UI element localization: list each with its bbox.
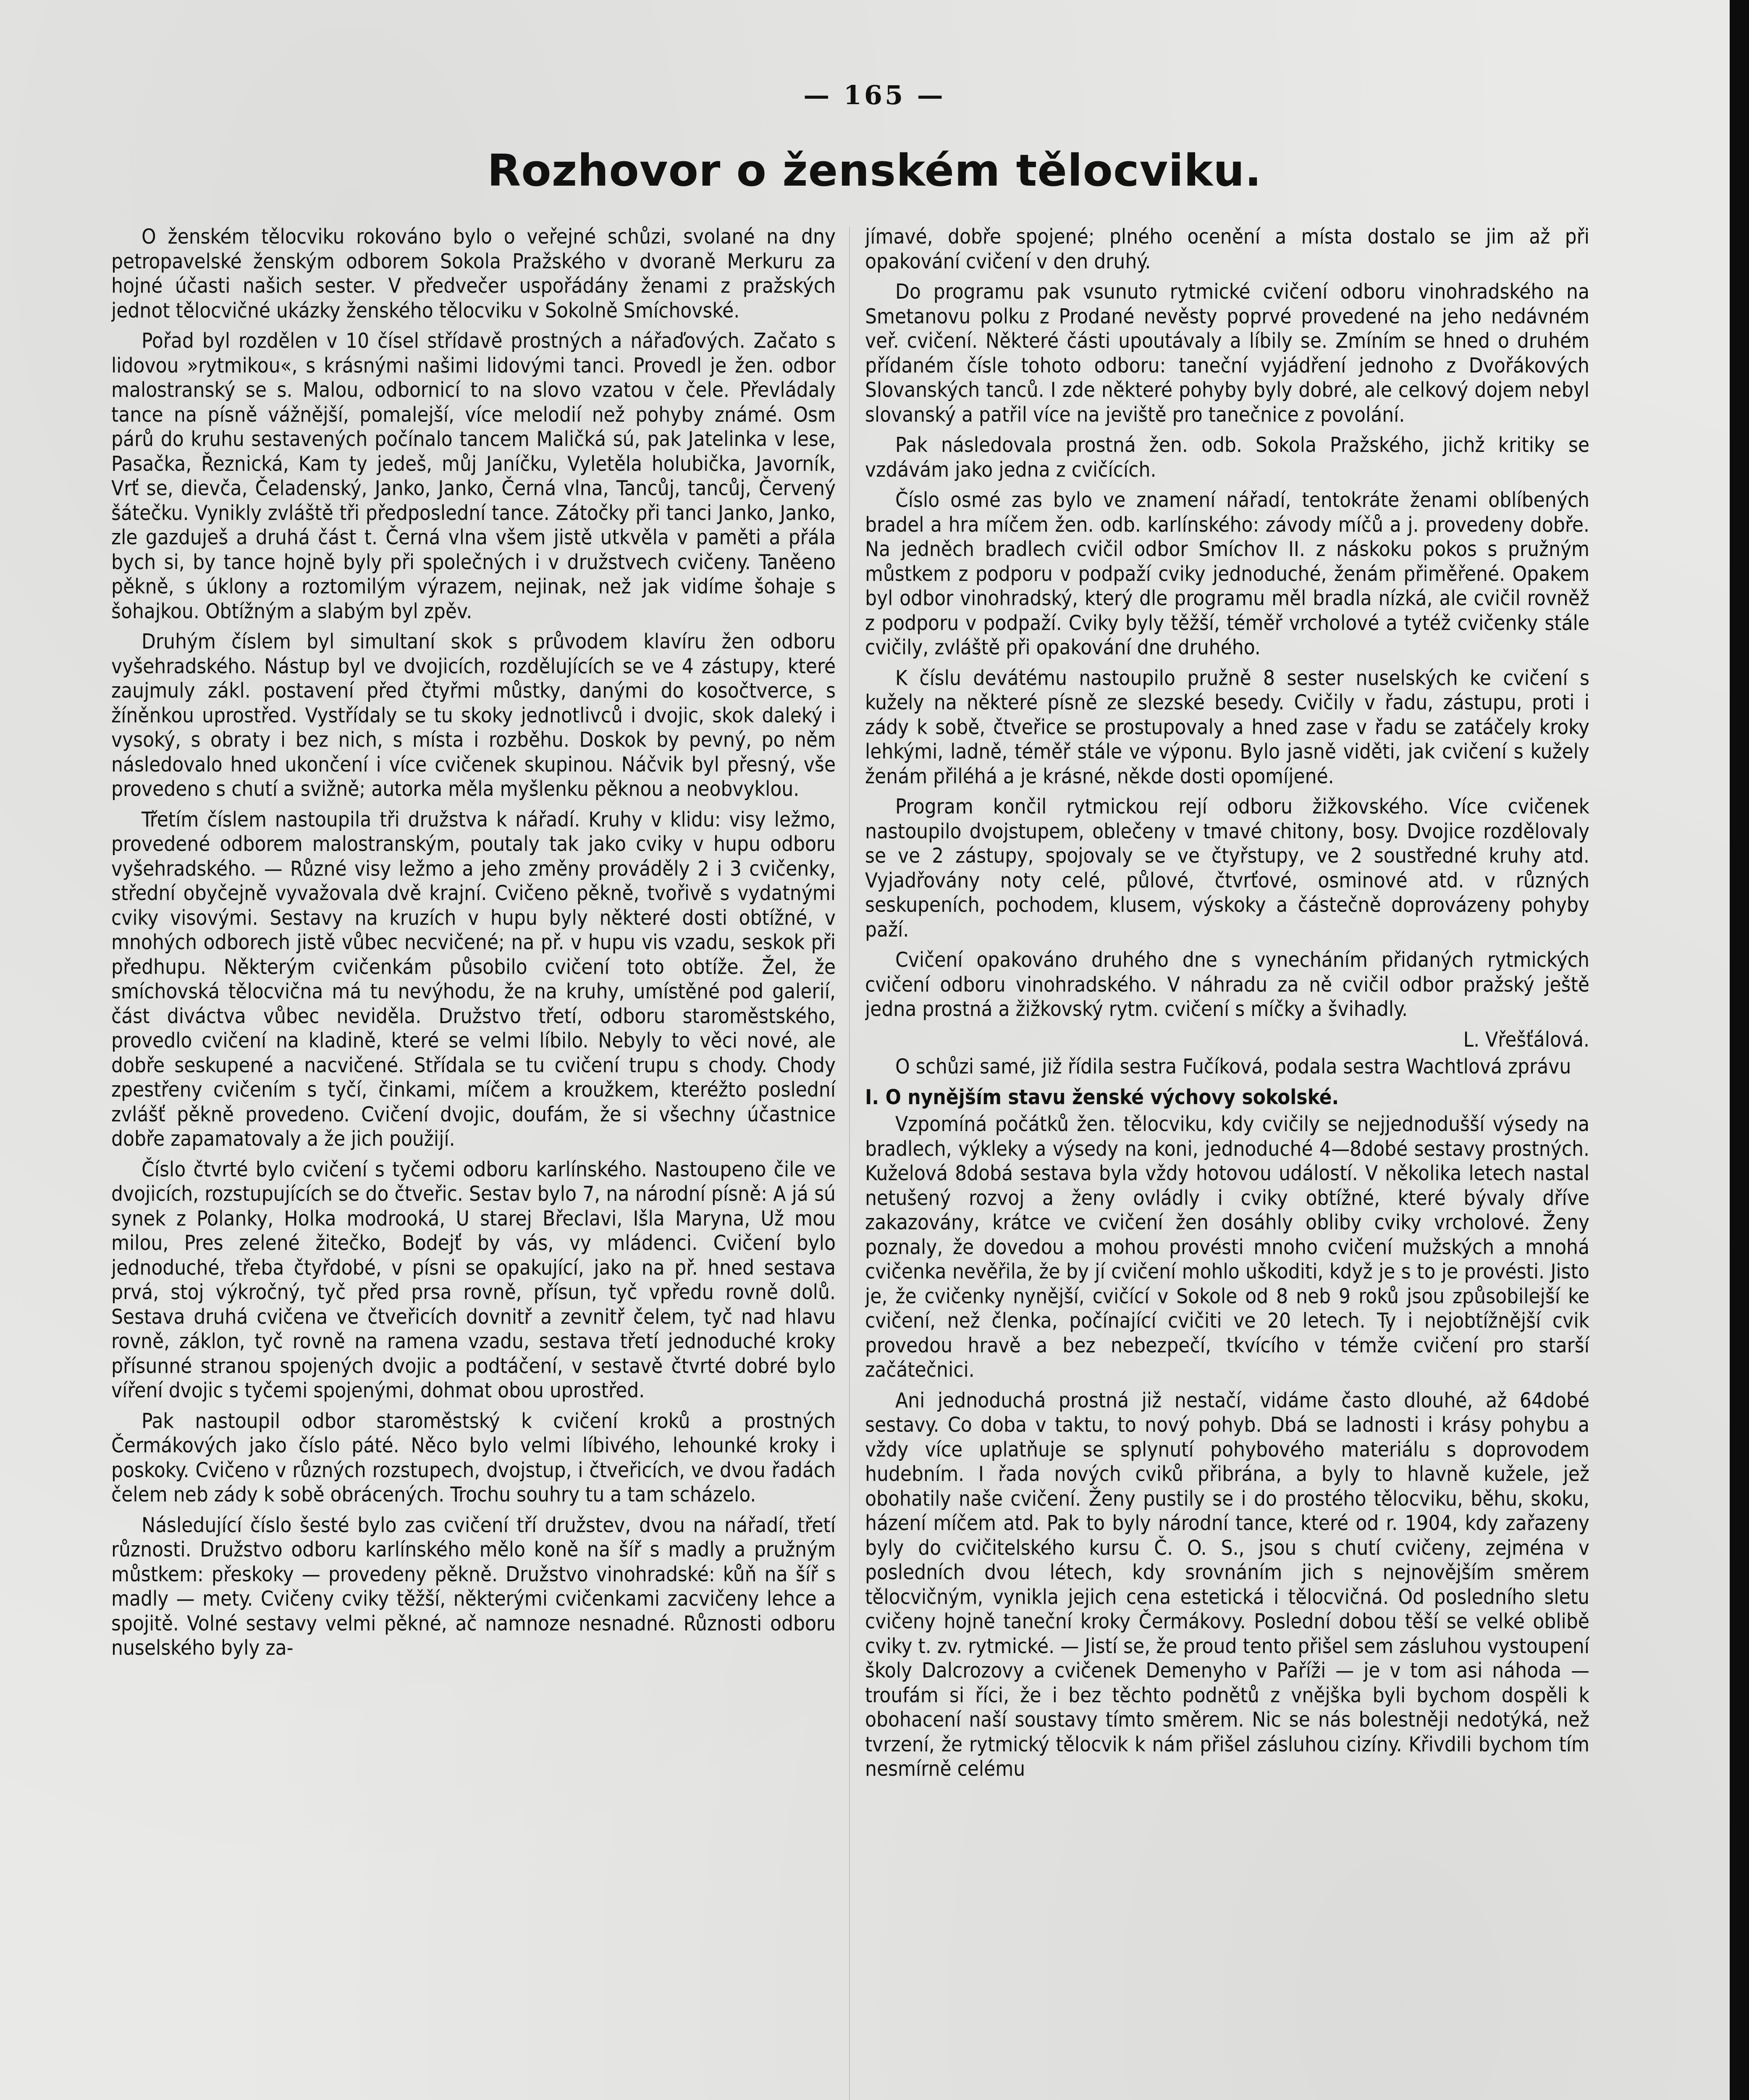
section-heading: I. O nynějším stavu ženské výchovy sokolské. bbox=[865, 1085, 1339, 1109]
author-signature: L. Vřešťálová. bbox=[1463, 1027, 1589, 1052]
column-gutter bbox=[849, 227, 850, 2100]
paragraph-meeting: O schůzi samé, již řídila sestra Fučíková, podala sestra Wachtlová zprávu bbox=[895, 1055, 1571, 1079]
paragraph-ninth-number-clubs: K číslu devátému nastoupilo pružně 8 sester nuselských ke cvičení s kužely na některé písně ze slezské besedy. Cvičily v řadu, zástupu, proti i zády k sobě, čtveřice se prostupovaly a hned zase v řadu se zatáčely kroky lehkými, ladně, téměř stále ve výponu. Bylo jasně viděti, jak cvičení s kužely ženám přiléhá a je krásné, někde dosti opomíjené. bbox=[865, 666, 1589, 788]
paragraph-repetition: Cvičení opakováno druhého dne s vynecháním přidaných rytmických cvičení odboru vinohradského. V náhradu za ně cvičil odbor pražský ještě jedna prostná a žižkovský rytm. cvičení s míčky a švihadly. bbox=[865, 948, 1589, 1021]
paragraph-continued: jímavé, dobře spojené; plného ocenění a místa dostalo se jim až při opakování cvičení v den druhý. bbox=[865, 225, 1589, 273]
paragraph-eighth-number-bars: Číslo osmé zas bylo ve znamení nářadí, tentokráte ženami oblíbených bradel a hra míčem žen. odb. karlínského: závody míčů a j. provedeny dobře. Na jedněch bradlech cvičil odbor Smíchov II. z náskoku pokos s pružným můstkem z podporu v podpaží cviky jednoduché, ženám přiměřené. Opakem byl odbor vinohradský, který dle programu měl bradla nízká, ale cvičil rovněž z podporu v podpaží. Cviky byly těžší, téměř vrcholové a tytéž cvičenky stále cvičily, zvláště při opakování dne druhého. bbox=[865, 488, 1589, 659]
paragraph-fifth-number-steps: Pak nastoupil odbor staroměstský k cvičení kroků a prostných Čermákových jako číslo páté. Něco bylo velmi líbivého, lehounké kroky i poskoky. Cvičeno v různých rozstupech, dvojstup, i čtveřicích, ve dvou řadách čelem neb zády k sobě obrácených. Trochu souhry tu a tam scházelo. bbox=[111, 1409, 836, 1507]
paragraph-rhythmic-trends: Ani jednoduchá prostná již nestačí, vidáme často dlouhé, až 64dobé sestavy. Co doba v taktu, to nový pohyb. Dbá se ladnosti i krásy pohybu a vždy více uplatňuje se splynutí pohybového materiálu s doprovodem hudebním. I řada nových cviků přibrána, a byly to hlavně kužele, jež obohatily naše cvičení. Ženy pustily se i do prostého tělocviku, běhu, skoku, házení míčem atd. Pak to byly národní tance, které od r. 1904, kdy zařazeny byly do cvičitelského kursu Č. O. S., jsou s chutí cvičeny, zejména v posledních dvou létech, kdy srovnáním jich s nejnovějším směrem tělocvičným, vynikla jejich cena estetická i tělocvičná. Od posledního sletu cvičeny hojně taneční kroky Čermákovy. Poslední dobou těší se velké oblibě cviky t. zv. rytmické. — Jistí se, že proud tento přišel sem zásluhou vystoupení školy Dalcrozovy a cvičenek Demenyho v Paříži — je v tom asi náhoda — troufám si říci, že i bez těchto podnětů z vnějška byli bychom dospěli k obohacení naší soustavy tímto směrem. Nic se nás bolestněji nedotýká, než tvrzení, že rytmický tělocvik k nám přišel zásluhou cizíny. Křivdili bychom tím nesmírně celému bbox=[865, 1388, 1589, 1781]
paragraph-rhythmic-zizkov: Program končil rytmickou rejí odboru žižkovského. Více cvičenek nastoupilo dvojstupem, oblečeny v tmavé chitony, bosy. Dvojice rozdělovaly se ve 2 zástupy, spojovaly se ve čtyřstupy, ve 2 soustředné kruhy atd. Vyjadřovány noty celé, půlové, čtvrťové, osminové atd. v různých seskupeních, pochodem, klusem, výskoky a částečně doprovázeny pohyby paží. bbox=[865, 795, 1589, 942]
paragraph-second-number-jumps: Druhým číslem byl simultaní skok s průvodem klavíru žen odboru vyšehradského. Nástup byl ve dvojicích, rozdělujících se ve 4 zástupy, které zaujmuly zákl. postavení před čtyřmi můstky, danými do kosočtverce, s žíněnkou uprostřed. Vystřídaly se tu skoky jednotlivců i dvojic, skok daleký i vysoký, s obraty i bez nich, s místa i rozběhu. Doskok by pevný, po něm následovalo hned ukončení i více cvičenek skupinou. Náčvik byl přesný, vše provedeno s chutí a svižně; autorka měla myšlenku pěknou a neobvyklou. bbox=[111, 630, 836, 801]
right-column bbox=[865, 225, 1589, 2100]
paragraph-history: Vzpomíná počátků žen. tělocviku, kdy cvičily se nejjednodušší výsedy na bradlech, výkleky a výsedy na koni, jednoduché 4—8dobé sestavy prostných. Kuželová 8dobá sestava byla vždy hotovou událostí. V několika letech nastal netušený rozvoj a ženy ovládly i cviky obtížné, které bývaly dříve zakazovány, krátce ve cvičení žen dosáhly obliby cviky vrcholové. Ženy poznaly, že dovedou a mohou provésti mnoho cvičení mužských a mnohá cvičenka nevěřila, že by jí cvičení mohlo uškoditi, když je s to je provésti. Jisto je, že cvičenky nynější, cvičící v Sokole od 8 neb 9 roků jsou způsobilejší ke cvičení, než členka, počínající cvičiti ve 20 letech. Ty i nejobtížnější cvik provedou hravě a bez nebezpečí, tkvícího v témže cvičení pro starší začátečnici. bbox=[865, 1112, 1589, 1382]
paragraph-rhythmic-vinohrady: Do programu pak vsunuto rytmické cvičení odboru vinohradského na Smetanovu polku z Prodané nevěsty poprvé provedené na jeho nedávném veř. cvičení. Některé části upoutávaly a líbily se. Zmíním se hned o druhém přídaném čísle tohoto odboru: taneční vyjádření jednoho z Dvořákových Slovanských tanců. I zde některé pohyby byly dobré, ale celkový dojem nebyl slovanský a patřil více na jeviště pro tanečnice z povolání. bbox=[865, 280, 1589, 427]
article-title: Rozhovor o ženském tělocviku. bbox=[487, 145, 1262, 196]
paragraph-fourth-number-poles: Číslo čtvrté bylo cvičení s tyčemi odboru karlínského. Nastoupeno čile ve dvojicích, rozstupujících se do čtveřic. Sestav bylo 7, na národní písně: A já sú synek z Polanky, Holka modrooká, U starej Břeclavi, Išla Maryna, Už mou milou, Pres zelené žitečko, Bodejť by vás, vy mládenci. Cvičení bylo jednoduché, třeba čtyřdobé, v písni se opakující, jako na př. hned sestava prvá, stoj výkročný, tyč před prsa rovně, přísun, tyč vpředu rovně dolů. Sestava druhá cvičena ve čtveřicích dovnitř a zevnitř čelem, tyč nad hlavu rovně, záklon, tyč rovně na ramena vzadu, sestava třetí jednoduché kroky přísunné stranou spojených dvojic a podtáčení, v sestavě čtvrté dobré bylo víření dvojic s tyčemi spojenými, dohmat obou uprostřed. bbox=[111, 1157, 836, 1402]
paragraph-third-number-apparatus: Třetím číslem nastoupila tři družstva k nářadí. Kruhy v klidu: visy ležmo, provedené odborem malostranským, poutaly tak jako cviky v hupu odboru vyšehradského. — Různé visy ležmo a jeho změny prováděly 2 i 3 cvičenky, střední obyčejně vyvažovala dvě krajní. Cvičeno pěkně, tvořivě s vydatnými cviky visovými. Sestavy na kruzích v hupu byly některé dosti obtížné, v mnohých odborech jistě vůbec necvičené; na př. v hupu vis vzadu, seskok při předhupu. Některým cvičenkám působilo cvičení toto obtíže. Žel, že smíchovská tělocvična má tu nevýhodu, že na kruhy, umístěné pod galerií, část diváctva vůbec neviděla. Družstvo třetí, odboru staroměstského, provedlo cvičení na kladině, které se velmi líbilo. Nebyly to věci nové, ale dobře seskupené a nacvičené. Střídala se tu cvičení trupu s chody. Chody zpestřeny cvičením s tyčí, činkami, míčem a kroužkem, kteréžto poslední zvlášť pěkně provedeno. Cvičení dvojic, doufám, že si všechny účastnice dobře zapamatovaly a že jich použijí. bbox=[111, 807, 836, 1151]
paragraph-sixth-number-horse: Následující číslo šesté bylo zas cvičení tří družstev, dvou na nářadí, třetí různosti. Družstvo odboru karlínského mělo koně na šíř s madly a pružným můstkem: přeskoky — provedeny pěkně. Družstvo vinohradské: kůň na šíř s madly — mety. Cvičeny cviky těžší, některými cvičenkami zacvičeny lehce a spojitě. Volné sestavy velmi pěkné, ač namnoze nesnadné. Různosti odboru nuselského byly za- bbox=[111, 1513, 836, 1660]
left-column bbox=[111, 225, 836, 2100]
scan-edge-right bbox=[1730, 0, 1749, 2100]
page-number: — 165 — bbox=[803, 80, 946, 110]
paragraph-free-exercises: Pak následovala prostná žen. odb. Sokola Pražského, jichž kritiky se vzdávám jako jedna z cvičících. bbox=[865, 433, 1589, 482]
paragraph-intro: O ženském tělocviku rokováno bylo o veřejné schůzi, svolané na dny petropavelské ženským odborem Sokola Pražského v dvoraně Merkuru za hojné účasti našich sester. V předvečer uspořádány ženami z pražských jednot tělocvičné ukázky ženského tělocviku v Sokolně Smíchovské. bbox=[111, 225, 836, 323]
paragraph-program-folk-dances: Pořad byl rozdělen v 10 čísel střídavě prostných a nářaďových. Začato s lidovou »rytmikou«, s krásnými našimi lidovými tanci. Provedl je žen. odbor malostranský se s. Malou, odbornicí to na slovo vzatou v čele. Převládaly tance na písně vážnější, pomalejší, více melodií než pohyby známé. Osm párů do kruhu sestavených počínalo tancem Maličká sú, pak Jatelinka v lese, Pasačka, Řeznická, Kam ty jedeš, můj Janíčku, Vyletěla holubička, Javorník, Vrť se, dievča, Čeladenský, Janko, Janko, Černá vlna, Tancůj, tancůj, Červený šátečku. Vynikly zvláště tři předposlední tance. Zátočky při tanci Janko, Janko, zle gazduješ a druhá část t. Černá vlna všem jistě utkvěla v paměti a přála bych si, by tance hojně byly při společných i v družstvech cvičeny. Taněeno pěkně, s úklony a roztomilým výrazem, nejinak, než jak vidíme šohaje s šohajkou. Obtížným a slabým byl zpěv. bbox=[111, 329, 836, 623]
